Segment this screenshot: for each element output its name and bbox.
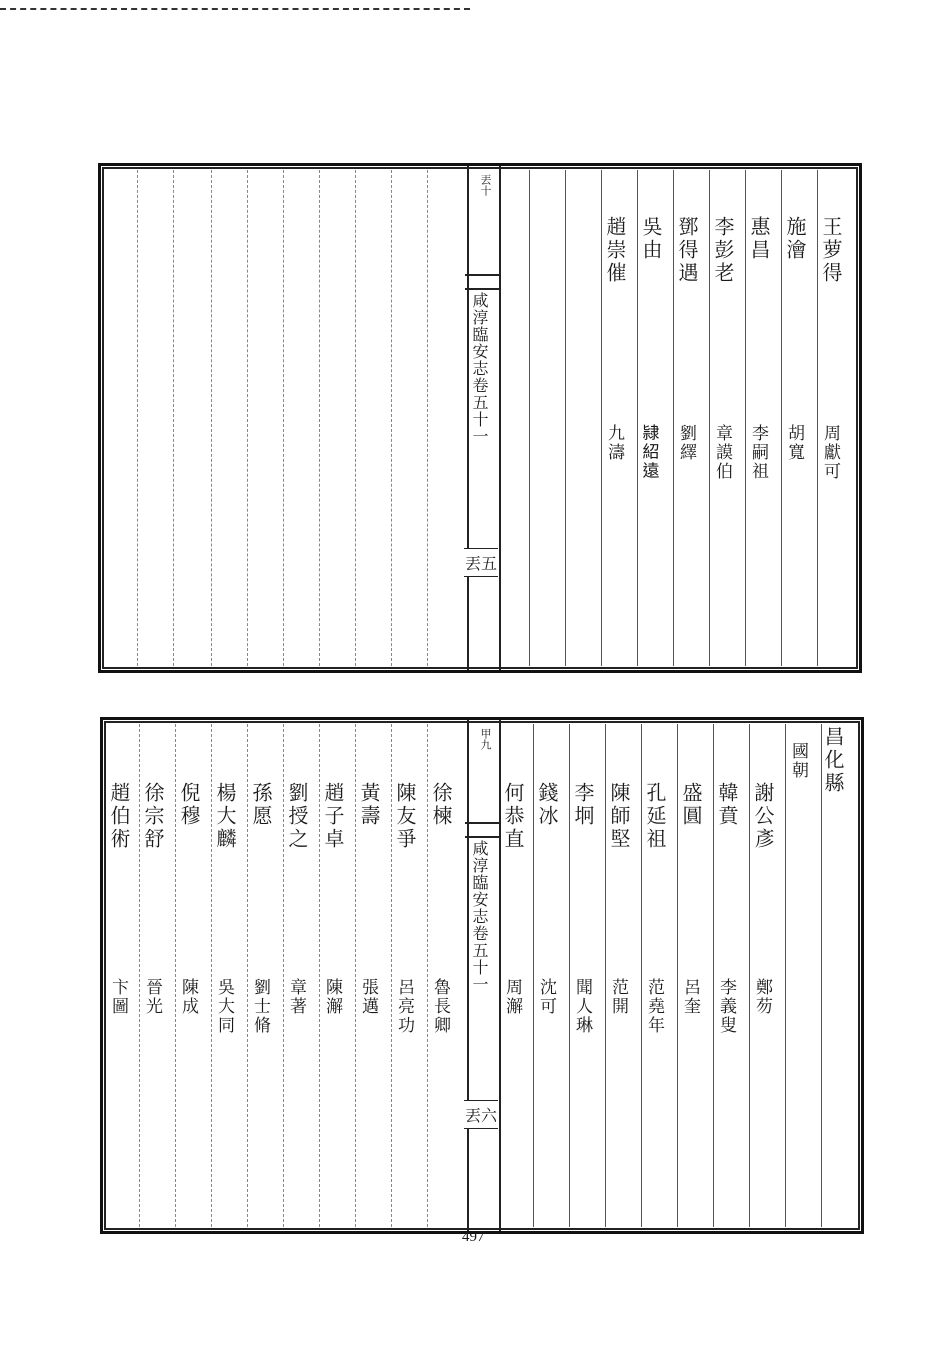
name-lower: 聞人琳 — [572, 978, 592, 1035]
name-lower: 劉繹 — [676, 424, 696, 462]
name-upper: 陳師堅 — [607, 782, 631, 851]
book-title: 咸淳臨安志卷五十一 — [470, 840, 489, 993]
name-upper: 黃壽 — [357, 782, 381, 828]
leaf-number: 丟六 — [464, 1100, 498, 1129]
name-lower: 劉士脩 — [250, 978, 270, 1035]
fish-tail-mark — [465, 274, 499, 290]
name-lower: 李嗣祖 — [748, 424, 768, 481]
name-upper: 鄧得遇 — [675, 216, 699, 285]
margin-note: 甲九 — [479, 728, 492, 750]
name-upper: 惠昌 — [747, 216, 771, 262]
name-lower: 晉光 — [142, 978, 162, 1016]
name-upper: 趙伯術 — [107, 782, 131, 851]
scan-dash-line — [0, 8, 470, 10]
name-lower: 周獻可 — [820, 424, 840, 481]
county-heading: 昌化縣 — [821, 726, 845, 795]
name-upper: 孫愿 — [249, 782, 273, 828]
leaf-number: 丟五 — [464, 548, 498, 577]
name-upper: 吳由 — [639, 216, 663, 262]
name-lower: 沈可 — [536, 978, 556, 1016]
name-lower: 胡寬 — [784, 424, 804, 462]
name-upper: 孔延祖 — [643, 782, 667, 851]
name-lower: 呂奎 — [680, 978, 700, 1016]
name-upper: 韓賁 — [715, 782, 739, 828]
name-upper: 劉授之 — [285, 782, 309, 851]
name-lower: 周澥 — [502, 978, 522, 1016]
name-lower: 陳成 — [178, 978, 198, 1016]
name-lower: 范堯年 — [644, 978, 664, 1035]
name-upper: 王萝得 — [819, 216, 843, 285]
name-lower: 呂亮功 — [394, 978, 414, 1035]
name-lower: 章謨伯 — [712, 424, 732, 481]
name-lower: 范開 — [608, 978, 628, 1016]
name-lower: 九濤 — [604, 424, 624, 462]
name-upper: 李彭老 — [711, 216, 735, 285]
name-upper: 盛圓 — [679, 782, 703, 828]
name-upper: 施澮 — [783, 216, 807, 262]
page-number: 497 — [462, 1229, 485, 1245]
name-upper: 楊大麟 — [213, 782, 237, 851]
name-lower: 𨽻紹遠 — [640, 424, 660, 481]
dynasty-heading: 國朝 — [788, 742, 808, 780]
name-lower: 魯長卿 — [430, 978, 450, 1035]
name-lower: 李義叟 — [716, 978, 736, 1035]
name-lower: 吳大同 — [214, 978, 234, 1035]
fish-tail-mark — [465, 822, 499, 838]
book-title: 咸淳臨安志卷五十一 — [470, 292, 489, 445]
margin-note: 丟十 — [479, 174, 492, 196]
name-upper: 錢冰 — [535, 782, 559, 828]
name-lower: 張邁 — [358, 978, 378, 1016]
name-upper: 徐宗舒 — [141, 782, 165, 851]
name-lower: 陳澥 — [322, 978, 342, 1016]
name-upper: 趙子卓 — [321, 782, 345, 851]
name-upper: 趙崇催 — [603, 216, 627, 285]
name-upper: 李坰 — [571, 782, 595, 828]
name-lower: 鄭芴 — [752, 978, 772, 1016]
bottom-leaf — [100, 717, 864, 1234]
name-upper: 陳友爭 — [393, 782, 417, 851]
name-upper: 徐楝 — [429, 782, 453, 828]
name-lower: 章著 — [286, 978, 306, 1016]
name-upper: 何恭直 — [501, 782, 525, 851]
name-lower: 卞圖 — [108, 978, 128, 1016]
name-upper: 謝公彥 — [751, 782, 775, 851]
name-upper: 倪穆 — [177, 782, 201, 828]
top-leaf — [98, 163, 862, 673]
